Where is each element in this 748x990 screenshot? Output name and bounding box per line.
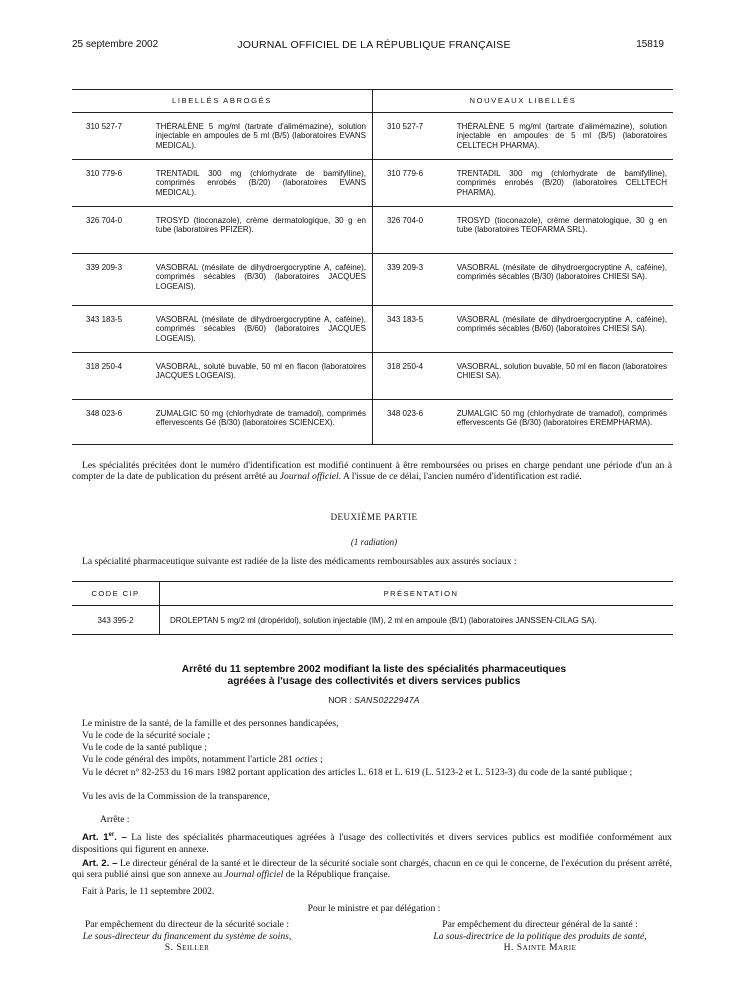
old-code: 310 527-7 (72, 112, 152, 159)
preamble-line: Vu les avis de la Commission de la transparence, (82, 791, 270, 802)
nor-code: SANS0222947A (354, 695, 420, 705)
old-label: TRENTADIL 300 mg (chlorhydrate de bamifylline), comprimés enrobés (B/20) (laboratoires EVANS MEDICAL). (152, 159, 373, 206)
old-label: VASOBRAL (mésilate de dihydroergocryptine A, caféine), comprimés sécables (B/60) (laboratoires JACQUES LOGEAIS). (152, 305, 373, 352)
preamble-line-cgi: Vu le code général des impôts, notamment l'article 281 octies ; (82, 754, 323, 765)
old-label: VASOBRAL (mésilate de dihydroergocryptine A, caféine), comprimés sécables (B/30) (laboratoires JACQUES LOGEAIS). (152, 253, 373, 305)
new-label: VASOBRAL (mésilate de dihydroergocryptine A, caféine), comprimés sécables (B/60) (laboratoires CHIESI SA). (453, 305, 673, 352)
table-header-row (72, 582, 673, 606)
preamble-line: Vu le code de la santé publique ; (82, 742, 207, 753)
article-2-label: Art. 2. – (82, 858, 118, 869)
old-code: 348 023-6 (72, 399, 152, 444)
old-label: THÉRALÈNE 5 mg/ml (tartrate d'alimémazine), solution injectable en ampoules de 5 ml (B/5) (laboratoires EVANS MEDICAL). (152, 112, 373, 159)
signature-right (412, 919, 668, 954)
new-code: 348 023-6 (372, 399, 452, 444)
table-header-row (72, 90, 673, 113)
column-header-new: NOUVEAUX LIBELLÉS (372, 90, 673, 113)
preamble-line: Vu le décret n° 82-253 du 16 mars 1982 portant application des articles L. 618 et L. 619 (L. 5123-2 et L. 5123-3) du code de la santé publique ; (82, 767, 633, 778)
article-2-text: Le directeur général de la santé et le directeur de la sécurité sociale sont chargés, chacun en ce qui le concerne, de l'exécution du présent arrêté, qui sera publié ainsi que son annexe au Journal officiel de la République française. (72, 858, 672, 881)
new-label: ZUMALGIC 50 mg (chlorhydrate de tramadol), comprimés effervescents Gé (B/30) (laboratoires EREMPHARMA). (453, 399, 673, 444)
delegation-line: Pour le ministre et par délégation : (307, 903, 441, 914)
new-label: THÉRALÈNE 5 mg/ml (tartrate d'alimémazine), solution injectable en ampoules de 5 ml (B/5) (laboratoires CELLTECH PHARMA). (453, 112, 673, 159)
old-code: 343 183-5 (72, 305, 152, 352)
signature-left (62, 919, 312, 954)
table-row (72, 206, 673, 253)
old-code: 318 250-4 (72, 352, 152, 399)
part-subtitle: (1 radiation) (350, 537, 398, 547)
arrete-title-line2: agréées à l'usage des collectivités et divers services publics (227, 676, 521, 687)
header-page-number: 15819 (636, 39, 664, 50)
new-label: TRENTADIL 300 mg (chlorhydrate de bamifylline), comprimés enrobés (B/20) (laboratoires CELLTECH PHARMA). (453, 159, 673, 206)
header-date: 25 septembre 2002 (72, 39, 159, 50)
new-code: 339 209-3 (372, 253, 452, 305)
cip-code: 343 395-2 (72, 606, 160, 635)
new-code: 310 779-6 (372, 159, 452, 206)
old-label: TROSYD (tioconazole), crème dermatologique, 30 g en tube (laboratoires PFIZER). (152, 206, 373, 253)
part-title: DEUXIÈME PARTIE (330, 512, 418, 522)
new-label: VASOBRAL (mésilate de dihydroergocryptine A, caféine), comprimés sécables (B/30) (laboratoires CHIESI SA). (453, 253, 673, 305)
signature-left-line2: Le sous-directeur du financement du système de soins, (82, 930, 292, 942)
article-2 (72, 858, 672, 881)
old-code: 326 704-0 (72, 206, 152, 253)
new-label: VASOBRAL, solution buvable, 50 ml en flacon (laboratoires CHIESI SA). (453, 352, 673, 399)
arrete-title (0, 664, 748, 688)
new-code: 318 250-4 (372, 352, 452, 399)
new-code: 326 704-0 (372, 206, 452, 253)
table-row (72, 253, 673, 305)
old-code: 310 779-6 (72, 159, 152, 206)
header-journal-title: JOURNAL OFFICIEL DE LA RÉPUBLIQUE FRANÇAISE (237, 39, 511, 51)
paragraph-transition-text: Les spécialités précitées dont le numéro d'identification est modifié continuent à être remboursées ou prises en charge pendant une période d'un an à compter de la date de publication du présent arrêté au Journal officiel. A l'issue de ce délai, l'ancien numéro d'identification est radié. (72, 460, 672, 483)
table-row (72, 305, 673, 352)
signature-right-line2: La sous-directrice de la politique des produits de santé, (433, 930, 647, 942)
radiation-table (72, 581, 673, 635)
done-at: Fait à Paris, le 11 septembre 2002. (82, 886, 215, 897)
new-code: 310 527-7 (372, 112, 452, 159)
old-code: 339 209-3 (72, 253, 152, 305)
column-header-old: LIBELLÉS ABROGÉS (72, 90, 372, 113)
article-1 (72, 830, 672, 855)
old-label: VASOBRAL, soluté buvable, 50 ml en flacon (laboratoires JACQUES LOGEAIS). (152, 352, 373, 399)
presentation-label: DROLEPTAN 5 mg/2 ml (dropéridol), solution injectable (IM), 2 ml en ampoule (B/1) (laboratoires JANSSEN-CILAG SA). (160, 606, 674, 635)
table-body (72, 112, 673, 444)
arrete-word: Arrête : (100, 814, 130, 825)
article-1-label: Art. 1er. – (82, 832, 127, 844)
table-row (72, 112, 673, 159)
table-row (72, 606, 673, 635)
table-row (72, 399, 673, 444)
column-header-presentation: PRÉSENTATION (160, 582, 674, 606)
old-label: ZUMALGIC 50 mg (chlorhydrate de tramadol), comprimés effervescents Gé (B/30) (laboratoires SCIENCEX). (152, 399, 373, 444)
nor-label: NOR : (328, 695, 352, 705)
paragraph-radiation: La spécialité pharmaceutique suivante est radiée de la liste des médicaments remboursables aux assurés sociaux : (82, 556, 517, 567)
renamed-specialities-table (72, 89, 673, 445)
new-label: TROSYD (tioconazole), crème dermatologique, 30 g en tube (laboratoires TEOFARMA SRL). (453, 206, 673, 253)
article-1-text: La liste des spécialités pharmaceutiques agréées à l'usage des collectivités et divers services publics est modifiée conformément aux dispositions qui figurent en annexe. (72, 832, 672, 855)
paragraph-transition (72, 460, 672, 483)
new-code: 343 183-5 (372, 305, 452, 352)
nor-reference (0, 695, 748, 705)
signature-left-name: S. Seiller (164, 942, 210, 953)
preamble-line: Vu le code de la sécurité sociale ; (82, 730, 211, 741)
preamble-line: Le ministre de la santé, de la famille et des personnes handicapées, (82, 718, 339, 729)
table-row (72, 159, 673, 206)
table-row (72, 352, 673, 399)
signature-right-name: H. Sainte Marie (503, 942, 577, 953)
arrete-title-line1: Arrêté du 11 septembre 2002 modifiant la liste des spécialités pharmaceutiques (181, 664, 567, 675)
column-header-code: CODE CIP (72, 582, 160, 606)
signature-right-line1: Par empêchement du directeur général de la santé : (442, 919, 638, 930)
signature-left-line1: Par empêchement du directeur de la sécurité sociale : (84, 919, 290, 930)
